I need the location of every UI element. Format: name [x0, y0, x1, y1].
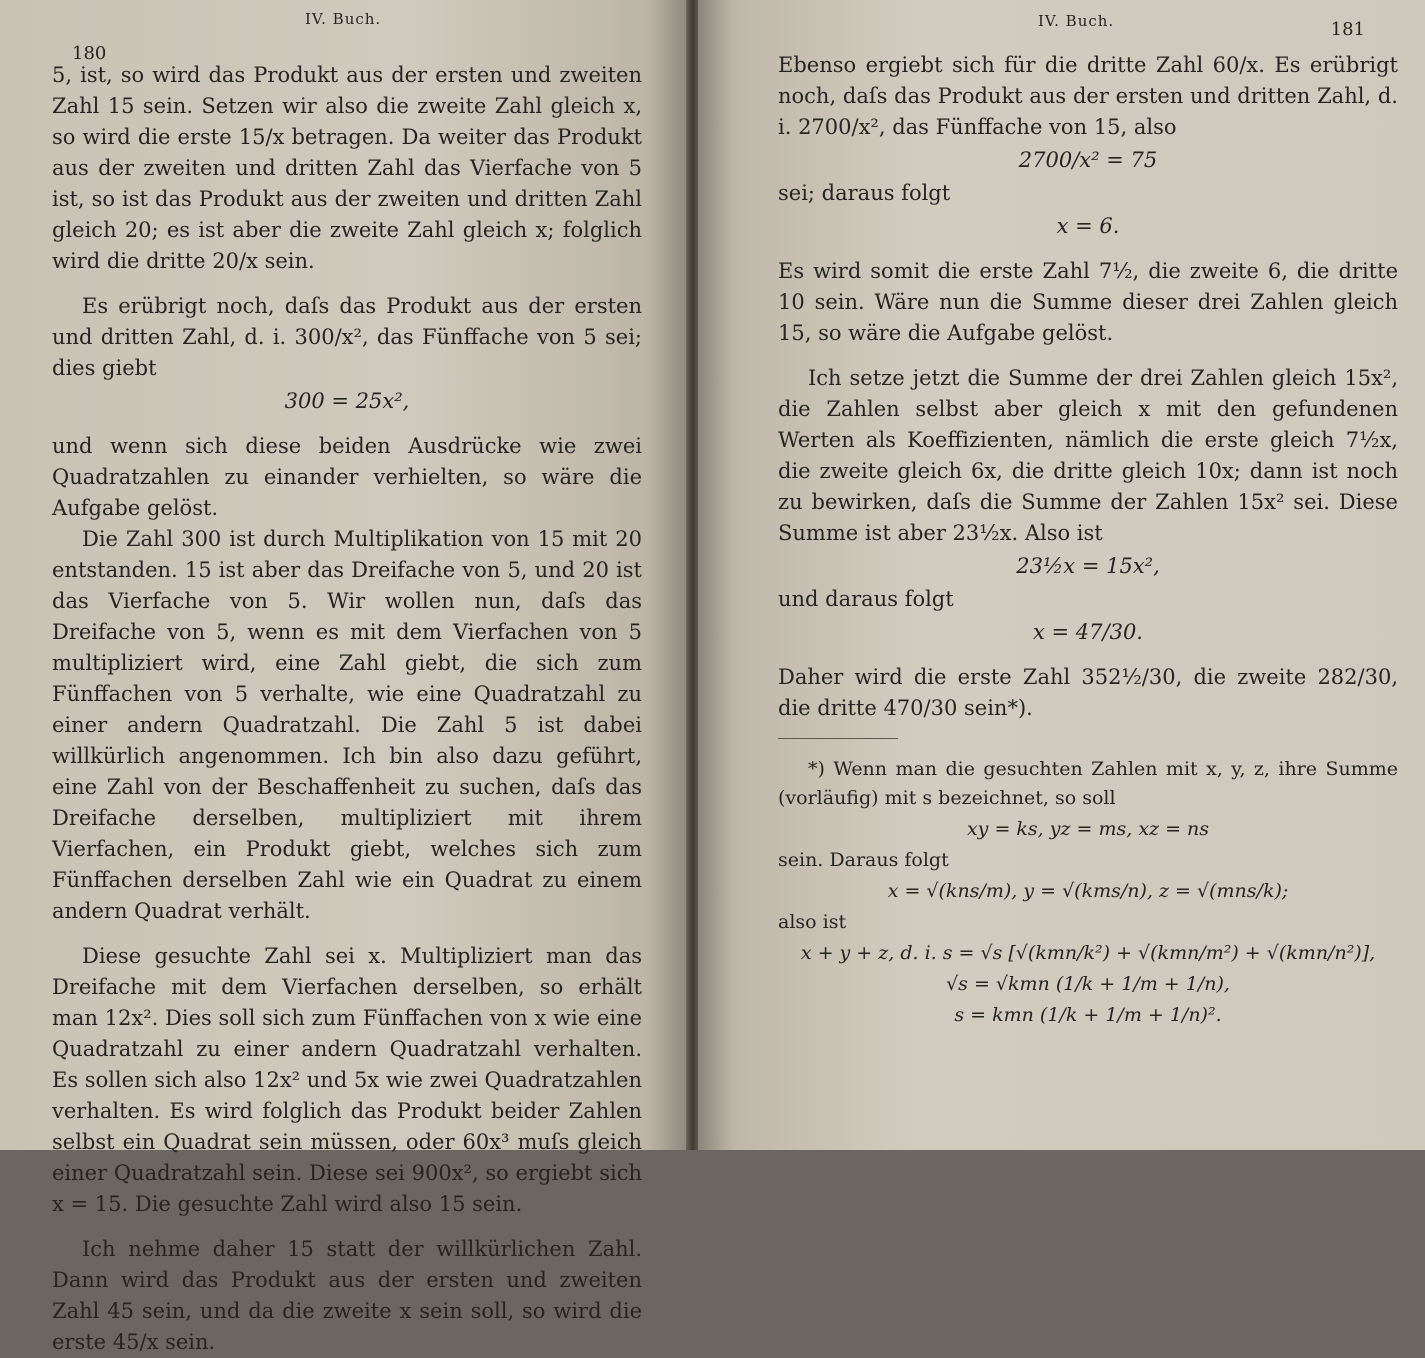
footnote-rule [778, 738, 898, 739]
paragraph: 5, ist, so wird das Produkt aus der ersten und zweiten Zahl 15 sein. Setzen wir also die zweite Zahl gleich x, so wird die erste 15/x betragen. Da weiter das Produkt aus der zweiten und dritten Zahl das Vierfache von 5 ist, so ist das Produkt aus der zweiten und dritten Zahl gleich 20; es ist aber die zweite Zahl gleich x; folglich wird die dritte 20/x sein. [52, 63, 642, 273]
paragraph: Ich nehme daher 15 statt der willkürlichen Zahl. Dann wird das Produkt aus der ersten und zweiten Zahl 45 sein, und da die zweite x sein soll, so wird die erste 45/x sein. [52, 1237, 642, 1354]
paragraph: sei; daraus folgt [778, 181, 951, 205]
equation: 23½x = 15x², [1016, 554, 1160, 578]
paragraph: und wenn sich diese beiden Ausdrücke wie zwei Quadratzahlen zu einander verhielten, so wäre die Aufgabe gelöst. [52, 434, 642, 520]
footnote-equation: x = √(kns/m), y = √(kms/n), z = √(mns/k); [887, 880, 1289, 902]
paragraph: Diese gesuchte Zahl sei x. Multipliziert man das Dreifache mit dem Vierfachen derselben, so erhält man 12x². Dies soll sich zum Fünffachen von x wie eine Quadratzahl zu einer andern Quadratzahl verhalten. Es sollen sich also 12x² und 5x wie zwei Quadratzahlen verhalten. Es wird folglich das Produkt beider Zahlen selbst ein Quadrat sein müssen, oder 60x³ muſs gleich einer Quadratzahl sein. Diese sei 900x², so ergiebt sich x = 15. Die gesuchte Zahl wird also 15 sein. [52, 944, 642, 1216]
equation: x = 6. [1056, 214, 1120, 238]
footnote-equation: √s = √kmn (1/k + 1/m + 1/n), [946, 973, 1230, 995]
right-page [698, 0, 1425, 1150]
footnote-equation: s = kmn (1/k + 1/m + 1/n)². [954, 1004, 1222, 1026]
running-header: IV. Buch. [305, 10, 382, 28]
footnote-line: *) Wenn man die gesuchten Zahlen mit x, y, z, ihre Summe (vorläufig) mit s bezeichnet, so soll [778, 758, 1398, 809]
paragraph: Es wird somit die erste Zahl 7½, die zweite 6, die dritte 10 sein. Wäre nun die Summe dieser drei Zahlen gleich 15, so wäre die Aufgabe gelöst. [778, 259, 1398, 345]
paragraph: Die Zahl 300 ist durch Multiplikation von 15 mit 20 entstanden. 15 ist aber das Dreifache von 5, und 20 ist das Vierfache von 5. Wir wollen nun, daſs das Dreifache von 5, wenn es mit dem Vierfachen von 5 multipliziert wird, eine Zahl giebt, die sich zum Fünffachen von 5 verhalte, wie eine Quadratzahl zu einer andern Quadratzahl. Die Zahl 5 ist dabei willkürlich angenommen. Ich bin also dazu geführt, eine Zahl von der Beschaffenheit zu suchen, daſs das Dreifache derselben, multipliziert mit ihrem Vierfachen, ein Produkt giebt, welches sich zum Fünffachen derselben Zahl wie ein Quadrat zu einem andern Quadrat verhält. [52, 527, 642, 923]
paragraph: Ich setze jetzt die Summe der drei Zahlen gleich 15x², die Zahlen selbst aber gleich x mit den gefundenen Werten als Koeffizienten, nämlich die erste gleich 7½x, die zweite gleich 6x, die dritte gleich 10x; dann ist noch zu bewirken, daſs die Summe der Zahlen 15x² sei. Diese Summe ist aber 23½x. Also ist [778, 366, 1398, 545]
page-body [52, 60, 642, 1358]
footnote [778, 755, 1398, 1030]
paragraph: Daher wird die erste Zahl 352½/30, die zweite 282/30, die dritte 470/30 sein*). [778, 665, 1398, 720]
running-header: IV. Buch. [1038, 12, 1115, 30]
equation: 2700/x² = 75 [1018, 148, 1158, 172]
footnote-equation: xy = ks, yz = ms, xz = ns [966, 818, 1210, 840]
page-number: 181 [1330, 19, 1365, 40]
footnote-equation: x + y + z, d. i. s = √s [√(kmn/k²) + √(kmn/m²) + √(kmn/n²)], [800, 942, 1376, 964]
footnote-line: also ist [778, 911, 847, 933]
equation: 300 = 25x², [284, 389, 410, 413]
left-page [0, 0, 688, 1354]
equation: x = 47/30. [1033, 620, 1143, 644]
paragraph: Ebenso ergiebt sich für die dritte Zahl 60/x. Es erübrigt noch, daſs das Produkt aus der ersten und dritten Zahl, d. i. 2700/x², das Fünffache von 15, also [778, 53, 1398, 139]
page-number: 180 [72, 43, 107, 64]
paragraph: Es erübrigt noch, daſs das Produkt aus der ersten und dritten Zahl, d. i. 300/x², das Fünffache von 5 sei; dies giebt [52, 294, 642, 380]
page-body [778, 50, 1398, 1032]
paragraph: und daraus folgt [778, 587, 954, 611]
footnote-line: sein. Daraus folgt [778, 849, 949, 871]
